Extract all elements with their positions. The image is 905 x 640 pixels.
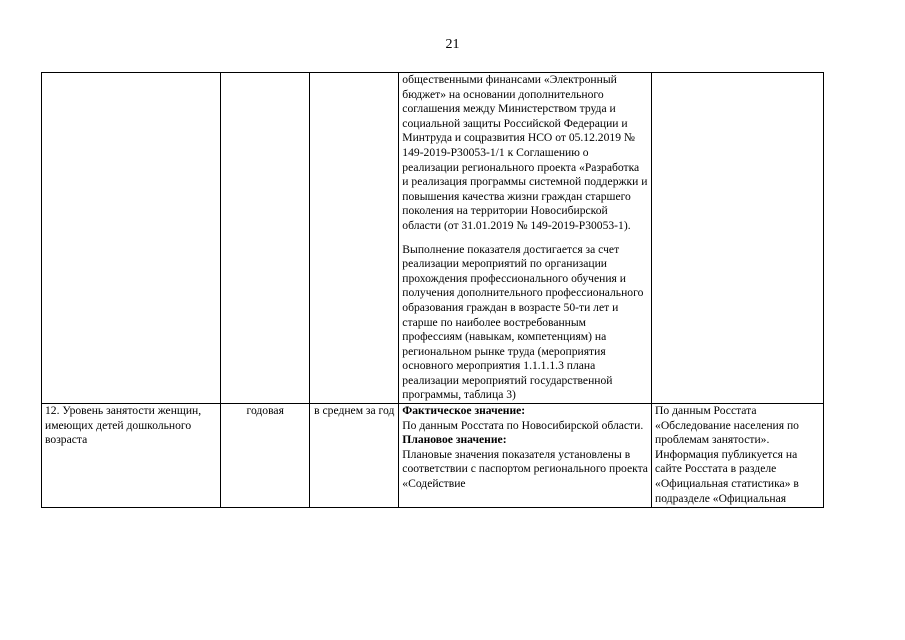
aggregation-cell xyxy=(310,73,399,404)
aggregation-text: в среднем за год xyxy=(314,404,395,418)
aggregation-cell xyxy=(310,404,399,508)
periodicity-cell xyxy=(221,73,310,404)
actual-value-heading: Фактическое значение: xyxy=(402,404,526,418)
indicator-cell xyxy=(42,73,221,404)
page-number: 21 xyxy=(445,37,460,52)
method-cell xyxy=(399,404,652,508)
actual-value-text: По данным Росстата по Новосибирской области. xyxy=(402,418,644,432)
source-cell xyxy=(652,73,824,404)
periodicity-cell xyxy=(221,404,310,508)
source-text: По данным Росстата «Обследование населения по проблемам занятости». Информация публикуется на сайте Росстата в разделе «Официальная статистика» в подразделе «Официальная xyxy=(655,404,799,505)
planned-value-text: Плановые значения показателя установлены в соответствии с паспортом регионального проекта «Содействие xyxy=(402,447,648,491)
method-paragraph-2: Выполнение показателя достигается за счет реализации мероприятий по организации прохождения профессионального обучения и получения дополнительного профессионального образования граждан в возрасте 50-ти лет и старше по наиболее востребованным профессиям (навыкам, компетенциям) на региональном рынке труда (мероприятия основного мероприятия 1.1.1.1.3 плана реализации мероприятий государственной программы, таблица 3) xyxy=(402,242,644,402)
periodicity-text: годовая xyxy=(246,404,284,418)
planned-value-heading: Плановое значение: xyxy=(402,433,507,447)
source-cell xyxy=(652,404,824,508)
method-paragraph-1: общественными финансами «Электронный бюджет» на основании дополнительного соглашения между Министерством труда и социальной защиты Российской Федерации и Минтруда и соцразвития НСО от 05.12.2019 № 149-2019-Р30053-1/1 к Соглашению о реализации регионального проекта «Разработка и реализация программы системной поддержки и повышения качества жизни граждан старшего поколения на территории Новосибирской области (от 31.01.2019 № 149-2019-Р30053-1). xyxy=(402,73,648,232)
table-row-continued xyxy=(42,73,824,404)
indicator-text: 12. Уровень занятости женщин, имеющих детей дошкольного возраста xyxy=(45,404,202,447)
indicators-table xyxy=(41,72,824,508)
method-cell xyxy=(399,73,652,404)
indicator-cell xyxy=(42,404,221,508)
table-row-12 xyxy=(42,404,824,508)
